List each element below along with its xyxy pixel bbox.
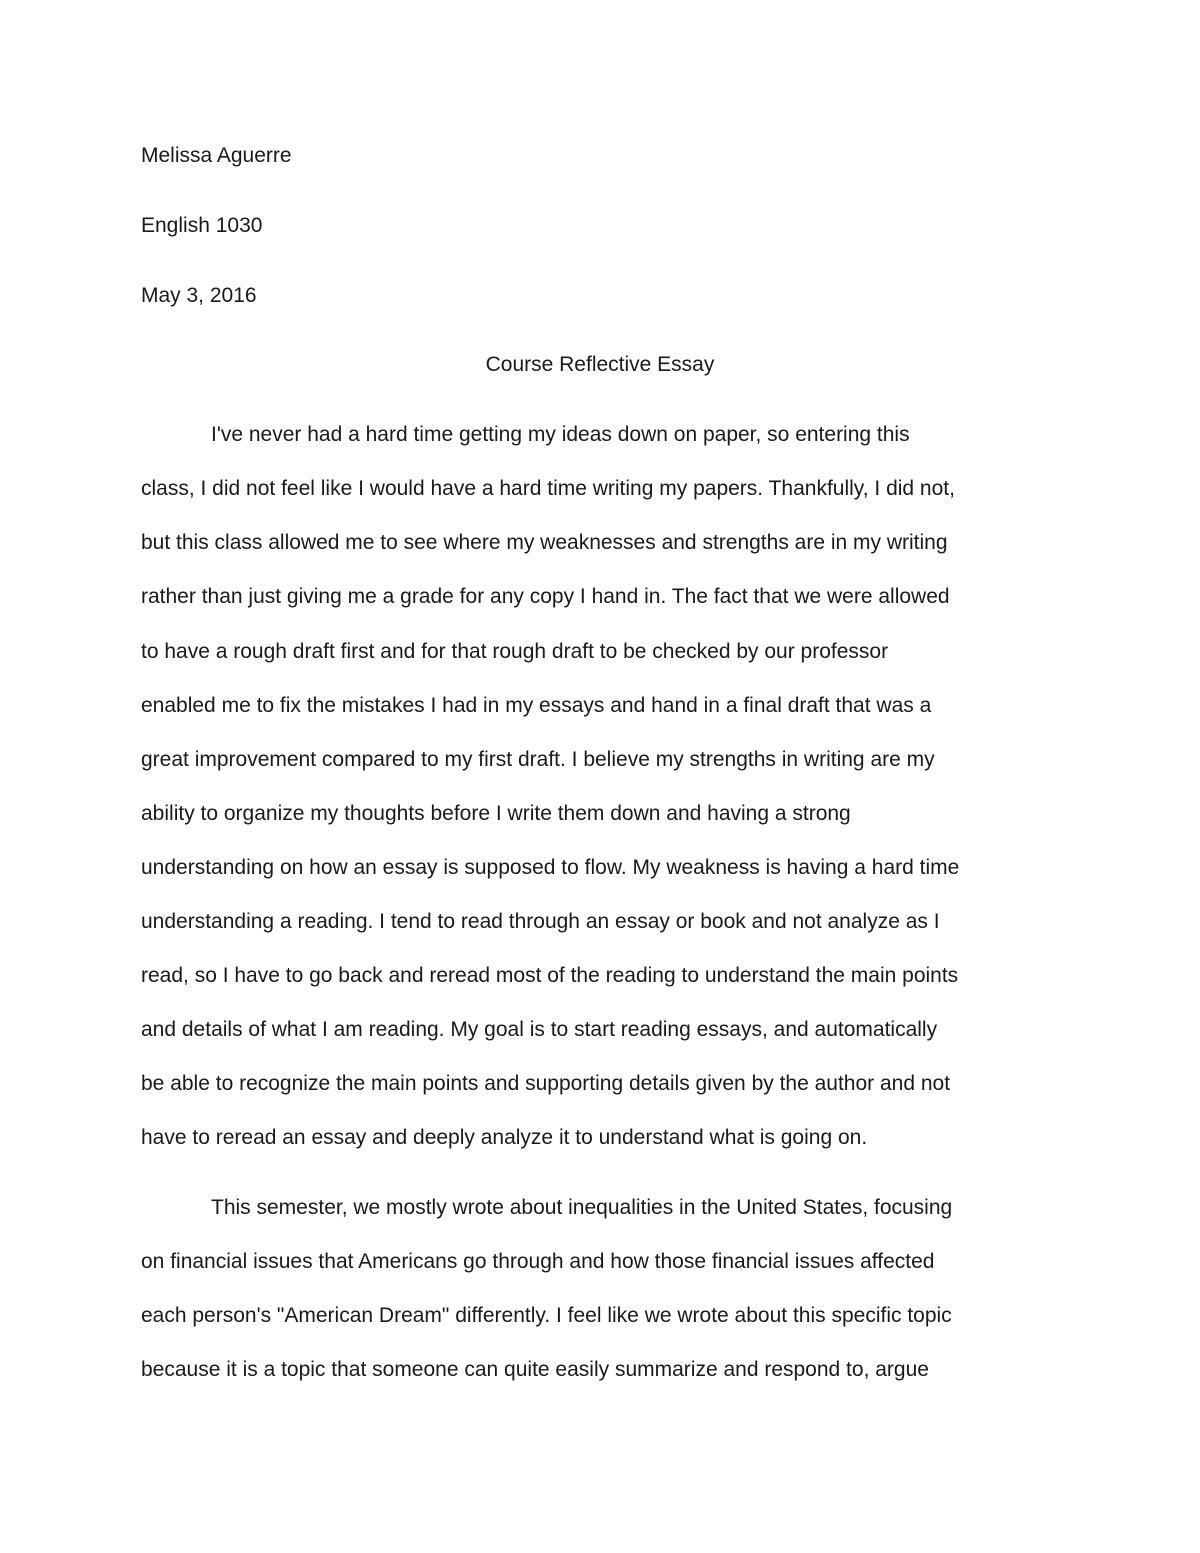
paragraph-line: I've never had a hard time getting my ideas down on paper, so entering this (211, 423, 910, 446)
paragraph-line: be able to recognize the main points and supporting details given by the author and not (141, 1072, 951, 1095)
paragraph-line: enabled me to fix the mistakes I had in my essays and hand in a final draft that was a (141, 694, 932, 717)
paragraph-line: This semester, we mostly wrote about inequalities in the United States, focusing (211, 1196, 953, 1219)
paragraph-line: but this class allowed me to see where my weaknesses and strengths are in my writing (141, 531, 948, 554)
paragraph-line: understanding a reading. I tend to read through an essay or book and not analyze as I (141, 910, 940, 933)
paragraph-line: to have a rough draft first and for that rough draft to be checked by our professor (141, 640, 889, 663)
paragraph-line: class, I did not feel like I would have a hard time writing my papers. Thankfully, I did not, (141, 477, 955, 500)
essay-title: Course Reflective Essay (485, 353, 715, 376)
paragraph-line: great improvement compared to my first draft. I believe my strengths in writing are my (141, 748, 935, 771)
paragraph-line: on financial issues that Americans go through and how those financial issues affected (141, 1250, 935, 1273)
paragraph-line: read, so I have to go back and reread most of the reading to understand the main points (141, 964, 959, 987)
essay-date: May 3, 2016 (141, 284, 257, 307)
student-name: Melissa Aguerre (141, 144, 292, 167)
paragraph-line: rather than just giving me a grade for any copy I hand in. The fact that we were allowed (141, 585, 950, 608)
paragraph-line: because it is a topic that someone can quite easily summarize and respond to, argue (141, 1358, 929, 1381)
paragraph-line: have to reread an essay and deeply analyze it to understand what is going on. (141, 1126, 868, 1149)
paragraph-line: ability to organize my thoughts before I write them down and having a strong (141, 802, 851, 825)
paragraph-line: each person's "American Dream" differently. I feel like we wrote about this specific topic (141, 1304, 952, 1327)
paragraph-line: understanding on how an essay is supposed to flow. My weakness is having a hard time (141, 856, 960, 879)
paragraph-line: and details of what I am reading. My goal is to start reading essays, and automatically (141, 1018, 938, 1041)
course-name: English 1030 (141, 214, 263, 237)
